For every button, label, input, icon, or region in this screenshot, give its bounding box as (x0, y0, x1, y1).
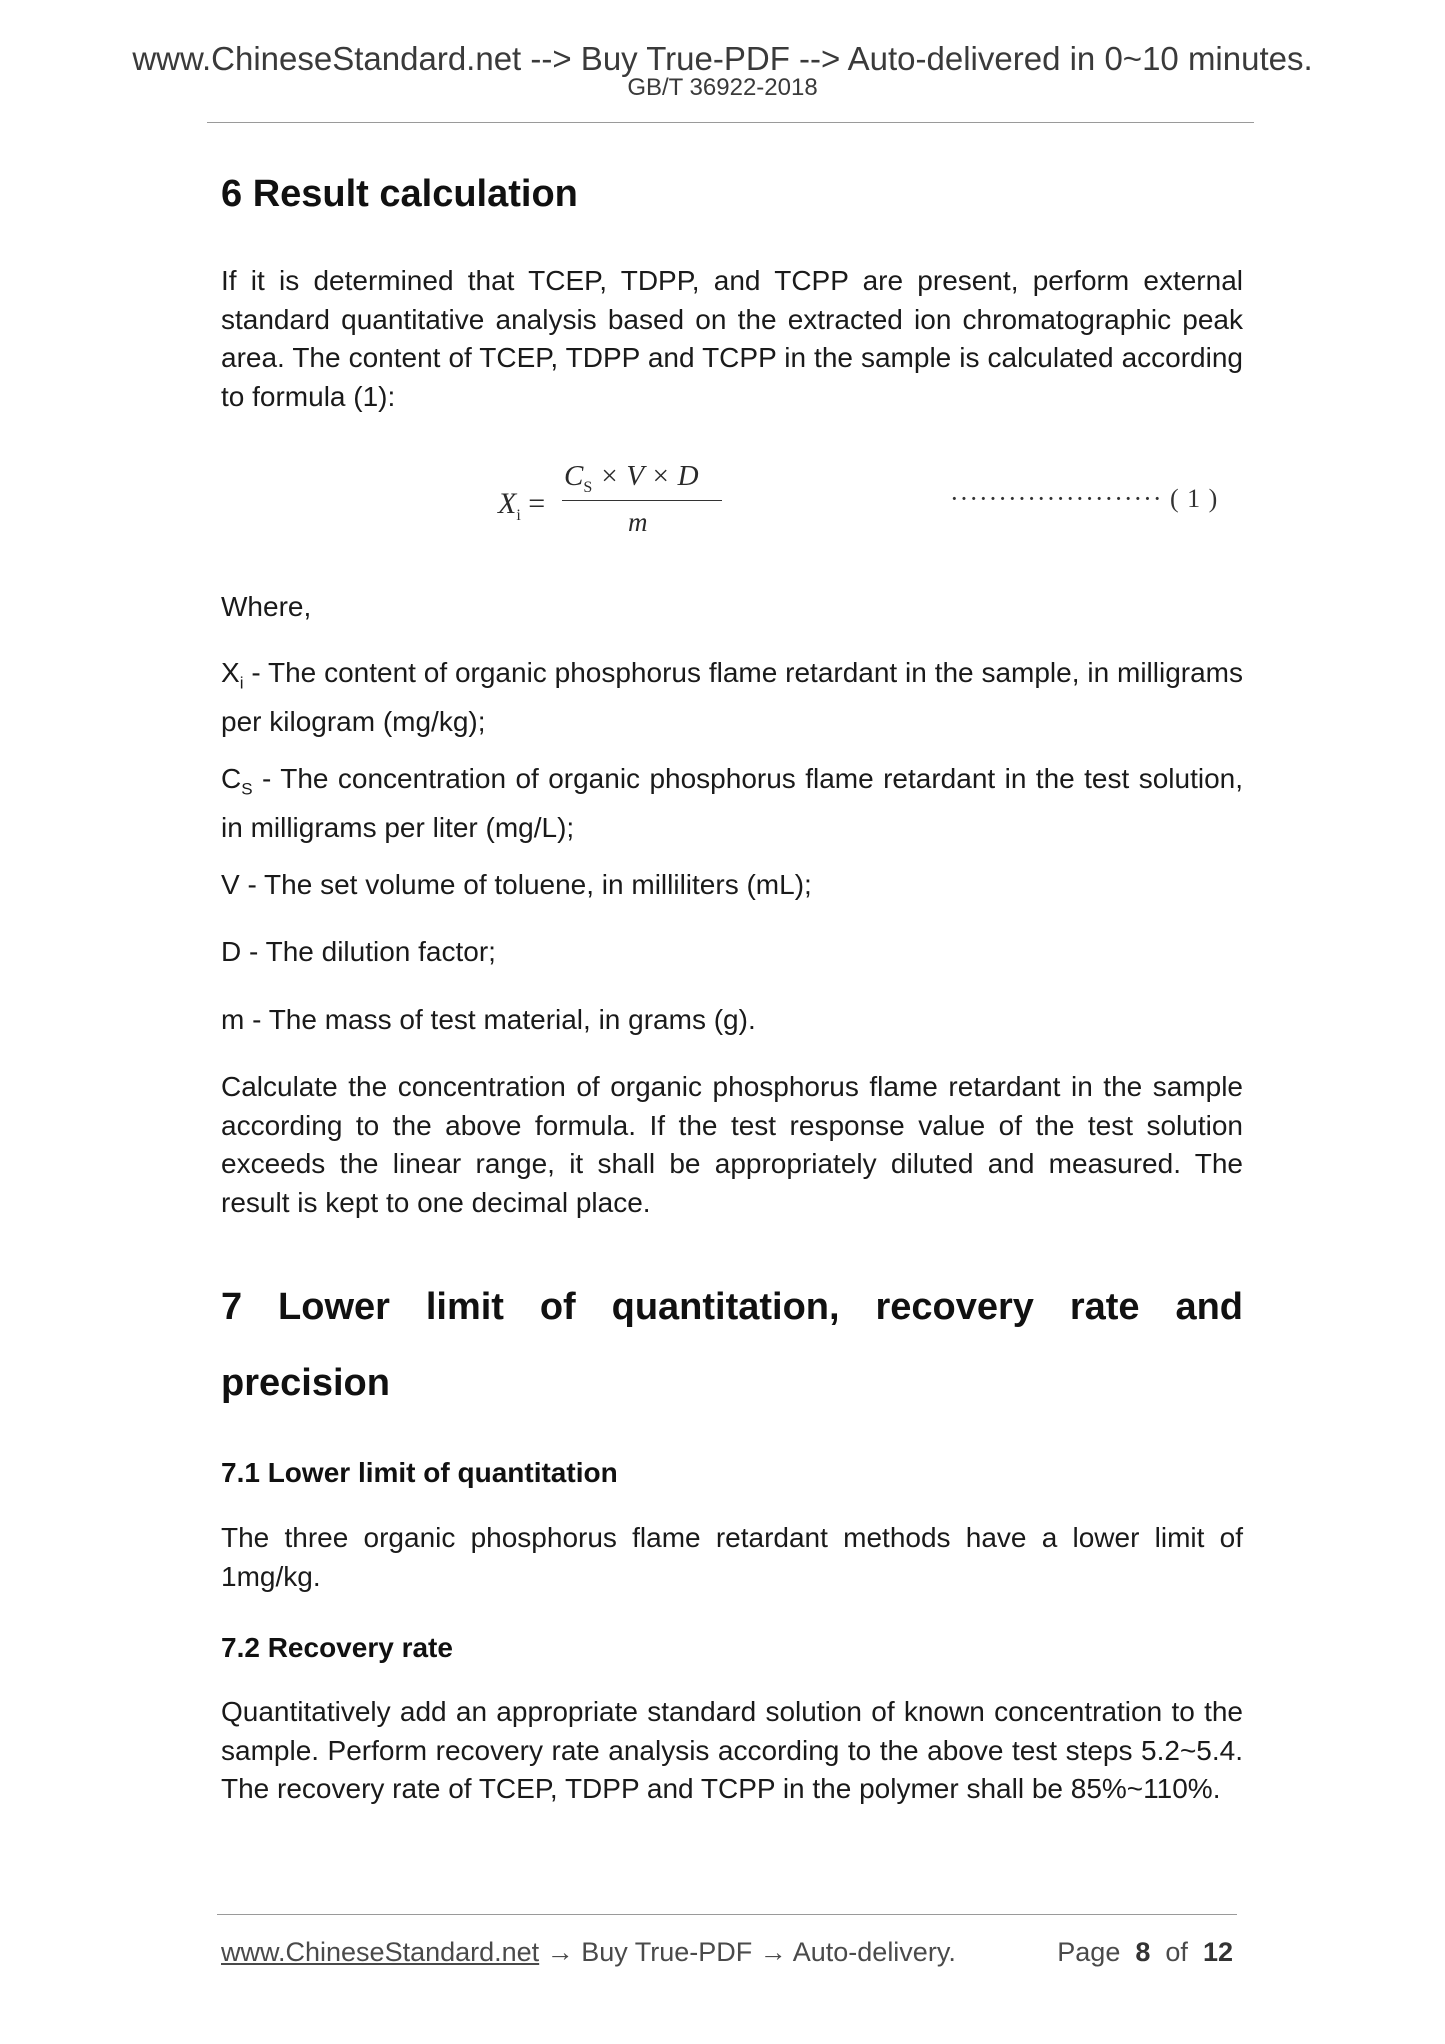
xi-symbol: $X_i$ (221, 657, 244, 693)
section-7-2-heading: 7.2 Recovery rate (221, 1632, 453, 1663)
definition-d: D - The dilution factor; (221, 936, 496, 967)
document-code: GB/T 36922-2018 (627, 74, 818, 101)
section-7-heading-word: rate (1069, 1286, 1140, 1328)
footer-site-link[interactable]: www.ChineseStandard.net (221, 1937, 540, 1967)
xi-text: - The content of organic phosphorus flame retardant in the sample, in milligrams per kilogram (mg/kg); (221, 657, 1243, 738)
footer-divider (217, 1914, 1237, 1915)
section-7-heading-word: of (539, 1286, 576, 1328)
footer-tagline: → Buy True-PDF → Auto-delivery. (539, 1937, 956, 1967)
cs-symbol: $C_S$ (221, 763, 253, 799)
section-7-heading-word: and (1175, 1286, 1243, 1328)
section-6-intro: If it is determined that TCEP, TDPP, and TCPP are present, perform external standard quantitative analysis based on the extracted ion chromatographic peak area. The content of TCEP, TDPP and TCPP in the sample is calculated according to formula (1): (221, 265, 1243, 412)
definition-xi (221, 654, 1243, 742)
formula-number-label: ······················ ( 1 ) (950, 484, 1219, 513)
formula-numerator: $C_S \times V \times D$ (564, 460, 699, 496)
section-7-heading-word: 7 (221, 1286, 243, 1328)
cs-text: - The concentration of organic phosphorus flame retardant in the test solution, in milligrams per liter (mg/L); (221, 763, 1243, 844)
header-divider (207, 122, 1254, 123)
definition-cs (221, 760, 1243, 848)
definition-m: m - The mass of test material, in grams (g). (221, 1004, 756, 1035)
current-page: 8 (1135, 1937, 1151, 1967)
formula-denominator: m (628, 507, 648, 537)
formula-fraction-bar (562, 500, 722, 501)
section-6-heading: 6 Result calculation (221, 173, 578, 215)
section-7-1-heading: 7.1 Lower limit of quantitation (221, 1457, 618, 1488)
section-7-heading-word: limit (425, 1286, 504, 1328)
formula-lhs: $X_i$ = (498, 487, 546, 524)
section-7-1-text: The three organic phosphorus flame retardant methods have a lower limit of 1mg/kg. (221, 1522, 1243, 1592)
definition-v: V - The set volume of toluene, in milliliters (mL); (221, 869, 812, 900)
section-7-heading-word: recovery (875, 1286, 1034, 1328)
section-7-2-text: Quantitatively add an appropriate standard solution of known concentration to the sample. Perform recovery rate analysis according to the above test steps 5.2~5.4. The recovery rate of TCEP, TDPP and TCPP in the polymer shall be 85%~110%. (221, 1696, 1243, 1804)
total-pages: 12 (1202, 1937, 1233, 1967)
section-6-closing: Calculate the concentration of organic phosphorus flame retardant in the sample according to the above formula. If the test response value of the test solution exceeds the linear range, it shall be appropriately diluted and measured. The result is kept to one decimal place. (221, 1071, 1243, 1218)
section-7-heading-word: Lower (278, 1286, 390, 1328)
section-7-heading-word: quantitation, (611, 1286, 840, 1328)
section-7-heading-line1 (221, 1285, 1243, 1329)
page-number: Page 8 of 12 (1057, 1937, 1233, 1967)
section-7-heading (221, 1285, 1243, 1405)
top-banner: www.ChineseStandard.net --> Buy True-PDF --> Auto-delivered in 0~10 minutes. (132, 40, 1313, 77)
footer-left (221, 1935, 956, 1969)
where-label: Where, (221, 591, 312, 622)
section-7-heading-line2: precision (221, 1362, 390, 1404)
